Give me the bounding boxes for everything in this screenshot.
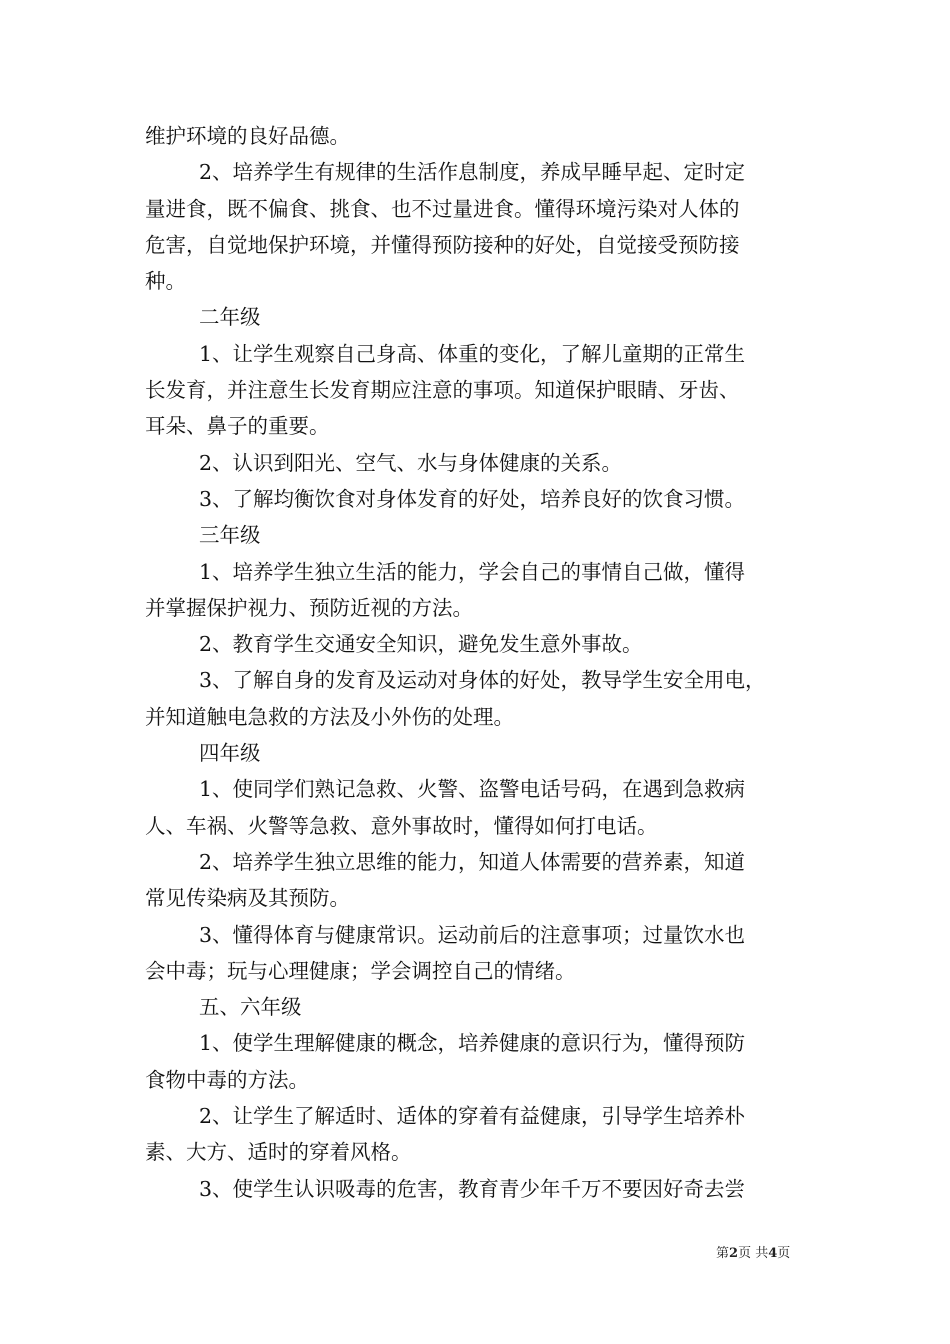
text-line: 并知道触电急救的方法及小外伤的处理。 bbox=[145, 704, 514, 729]
text-line: 2、认识到阳光、空气、水与身体健康的关系。 bbox=[199, 450, 623, 475]
footer-middle: 页 共 bbox=[738, 1246, 769, 1261]
text-line: 长发育，并注意生长发育期应注意的事项。知道保护眼睛、牙齿、 bbox=[145, 378, 740, 403]
text-line: 二年级 bbox=[199, 305, 261, 330]
text-line: 种。 bbox=[145, 269, 186, 294]
text-line: 2、培养学生独立思维的能力，知道人体需要的营养素，知道 bbox=[199, 849, 746, 874]
text-line: 四年级 bbox=[199, 741, 261, 766]
text-line: 维护环境的良好品德。 bbox=[145, 124, 350, 148]
footer-page-number: 2 bbox=[729, 1246, 739, 1261]
text-line: 耳朵、鼻子的重要。 bbox=[145, 414, 330, 439]
text-line: 1、培养学生独立生活的能力，学会自己的事情自己做，懂得 bbox=[199, 559, 746, 584]
text-line: 危害，自觉地保护环境，并懂得预防接种的好处，自觉接受预防接 bbox=[145, 232, 740, 257]
text-line: 3、使学生认识吸毒的危害，教育青少年千万不要因好奇去尝 bbox=[199, 1176, 746, 1201]
footer-suffix: 页 bbox=[777, 1246, 791, 1261]
footer-total-pages: 4 bbox=[768, 1246, 778, 1261]
text-line: 会中毒；玩与心理健康；学会调控自己的情绪。 bbox=[145, 958, 576, 983]
text-line: 人、车祸、火警等急救、意外事故时，懂得如何打电话。 bbox=[145, 813, 658, 838]
text-line: 3、懂得体育与健康常识。运动前后的注意事项；过量饮水也 bbox=[199, 922, 746, 947]
text-line: 食物中毒的方法。 bbox=[145, 1067, 309, 1092]
text-line: 3、了解均衡饮食对身体发育的好处，培养良好的饮食习惯。 bbox=[199, 486, 746, 511]
text-line: 常见传染病及其预防。 bbox=[145, 886, 350, 911]
text-line: 2、让学生了解适时、适体的穿着有益健康，引导学生培养朴 bbox=[199, 1104, 746, 1129]
text-line: 素、大方、适时的穿着风格。 bbox=[145, 1140, 412, 1165]
text-line: 1、使同学们熟记急救、火警、盗警电话号码，在遇到急救病 bbox=[199, 777, 746, 802]
text-line: 1、让学生观察自己身高、体重的变化，了解儿童期的正常生 bbox=[199, 341, 746, 366]
text-line: 五、六年级 bbox=[199, 995, 302, 1020]
page-footer bbox=[716, 1246, 790, 1262]
text-line: 3、了解自身的发育及运动对身体的好处，教导学生安全用电， bbox=[199, 668, 766, 693]
text-line: 2、培养学生有规律的生活作息制度，养成早睡早起、定时定 bbox=[199, 160, 746, 185]
text-line: 2、教育学生交通安全知识，避免发生意外事故。 bbox=[199, 632, 643, 657]
text-line: 1、使学生理解健康的概念，培养健康的意识行为，懂得预防 bbox=[199, 1031, 746, 1056]
footer-prefix: 第 bbox=[716, 1246, 730, 1261]
document-body bbox=[145, 118, 807, 1207]
text-line: 三年级 bbox=[199, 523, 261, 548]
text-line: 并掌握保护视力、预防近视的方法。 bbox=[145, 595, 473, 620]
text-line: 量进食，既不偏食、挑食、也不过量进食。懂得环境污染对人体的 bbox=[145, 196, 740, 221]
